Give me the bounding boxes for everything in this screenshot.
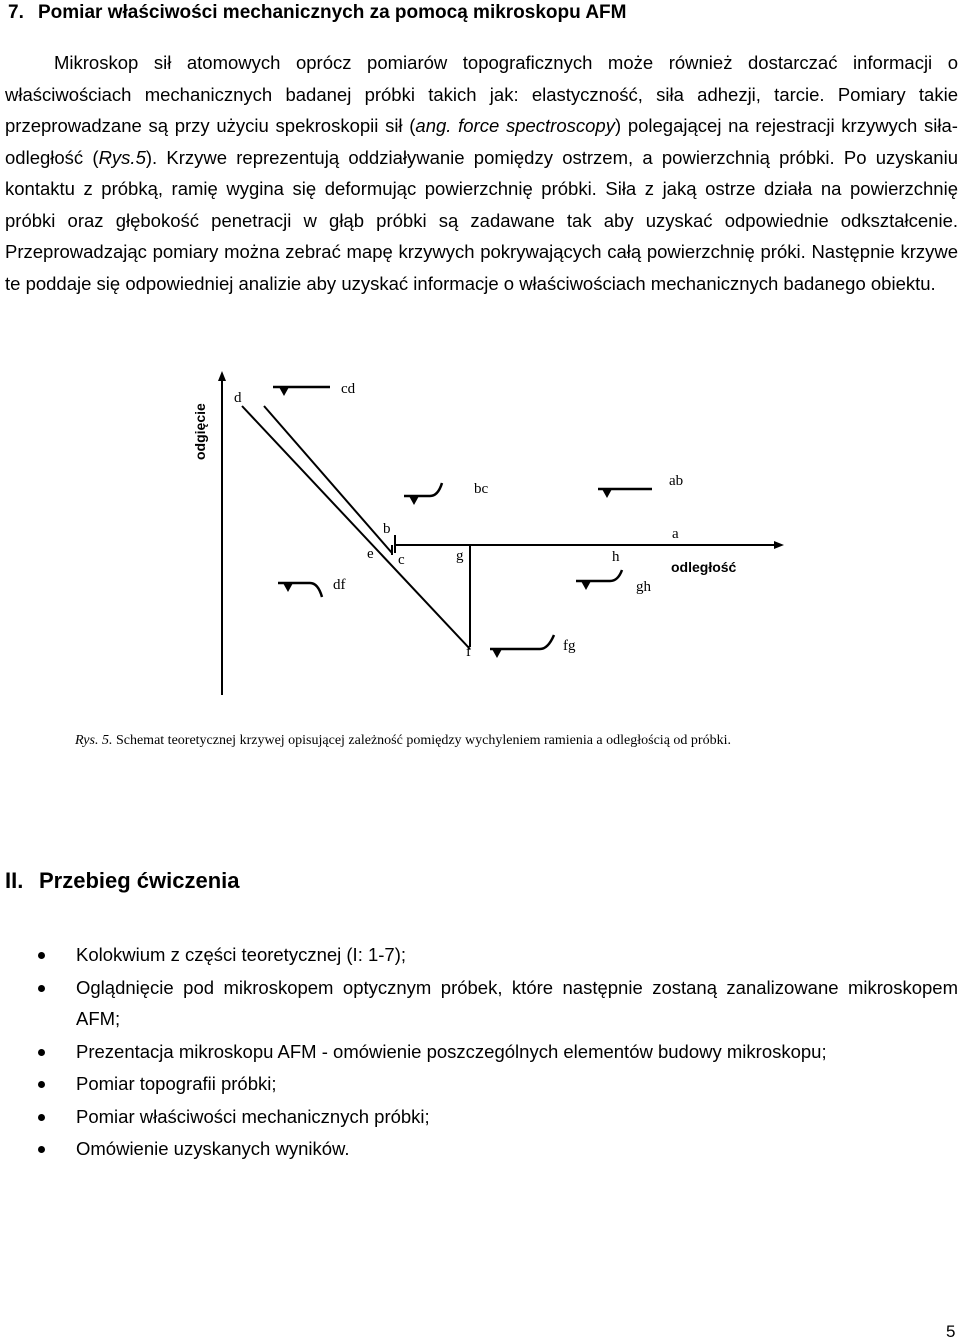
bullet-icon	[38, 952, 45, 959]
list-item	[0, 972, 958, 1035]
figure-reference: Rys.5	[98, 146, 146, 168]
paragraph-term-italic: ang. force spectroscopy	[415, 115, 615, 136]
list-item	[0, 1036, 958, 1068]
segment-label-fg: fg	[563, 638, 576, 654]
list-item-text: Prezentacja mikroskopu AFM - omówienie poszczególnych elementów budowy mikroskopu;	[76, 1040, 827, 1062]
force-distance-diagram	[180, 365, 820, 700]
intro-paragraph	[5, 47, 958, 299]
point-label-h: h	[612, 549, 620, 565]
caption-text: Schemat teoretycznej krzywej opisującej zależność pomiędzy wychyleniem ramienia a odległością od próbki.	[112, 733, 731, 748]
bullet-icon	[38, 1049, 45, 1056]
point-label-e: e	[367, 546, 374, 562]
cantilever-icon-df	[278, 583, 322, 597]
list-item	[0, 1101, 958, 1133]
segment-label-bc: bc	[474, 481, 489, 497]
figure-caption	[75, 733, 731, 749]
chapter-number: II.	[5, 868, 24, 893]
segment-label-ab: ab	[669, 473, 684, 489]
point-label-a: a	[672, 526, 679, 542]
procedure-list	[0, 939, 958, 1166]
bullet-icon	[38, 985, 45, 992]
cantilever-icon-bc	[404, 483, 442, 505]
page-number: 5	[946, 1322, 956, 1341]
y-axis-label: odgięcie	[192, 403, 208, 460]
cantilever-icon-ab	[598, 489, 652, 498]
cantilever-icon-cd	[273, 387, 330, 396]
segment-label-cd: cd	[341, 381, 356, 397]
list-item-text: Pomiar właściwości mechanicznych próbki;	[76, 1105, 430, 1127]
section-title: Pomiar właściwości mechanicznych za pomocą mikroskopu AFM	[38, 2, 627, 23]
curve-approach-line	[242, 406, 470, 649]
cantilever-icon-gh	[576, 570, 622, 590]
point-label-d: d	[234, 390, 242, 406]
point-label-g: g	[456, 548, 464, 564]
paragraph-text-2: ) polegającej na rejestracji krzywych siła-odległość (	[5, 115, 958, 168]
list-item-text: Omówienie uzyskanych wyników.	[76, 1138, 350, 1159]
section-number: 7.	[8, 2, 24, 23]
bullet-icon	[38, 1081, 45, 1088]
section-heading	[8, 0, 626, 26]
caption-prefix: Rys. 5.	[75, 733, 113, 748]
chapter-title: Przebieg ćwiczenia	[39, 868, 240, 893]
point-label-c: c	[398, 552, 405, 568]
paragraph-text-3: ). Krzywe reprezentują oddziaływanie pomiędzy ostrzem, a powierzchnią próbki. Po uzyskaniu kontaktu z próbką, ramię wygina się deformując powierzchnię próbki. Siła z jaką ostrze działa na powierzchnię próbki oraz głębokość penetracji w głąb próbki są zadawane tak aby uzyskać odpowiednie odkształcenie. Przeprowadzając pomiary można zebrać mapę krzywych pokrywających całą powierzchnię próki. Następnie krzywe te poddaje się odpowiedniej analizie aby uzyskać informacje o właściwościach mechanicznych badanego obiektu.	[5, 146, 958, 294]
list-item	[0, 939, 958, 971]
bullet-icon	[38, 1146, 45, 1153]
x-axis-arrow	[774, 541, 784, 549]
point-label-b: b	[383, 521, 391, 537]
force-distance-figure	[180, 365, 820, 700]
list-item	[0, 1068, 958, 1100]
curve-retract-line	[264, 406, 392, 553]
chapter-heading	[5, 866, 240, 896]
list-item-text: Oglądnięcie pod mikroskopem optycznym próbek, które następnie zostaną zanalizowane mikroskopem AFM;	[76, 976, 958, 1029]
x-axis-label: odległość	[671, 559, 737, 575]
list-item-text: Pomiar topografii próbki;	[76, 1073, 277, 1094]
segment-label-df: df	[333, 577, 346, 593]
bullet-icon	[38, 1114, 45, 1121]
segment-label-gh: gh	[636, 579, 651, 595]
paragraph-text-1: Mikroskop sił atomowych oprócz pomiarów topograficznych może również dostarczać informacji o właściwościach mechanicznych badanej próbki takich jak: elastyczność, siła adhezji, tarcie. Pomiary takie przeprowadzane są przy użyciu spekroskopii sił (	[5, 52, 958, 136]
list-item-text: Kolokwium z części teoretycznej (I: 1-7);	[76, 944, 407, 965]
point-label-f: f	[466, 644, 471, 660]
y-axis-arrow	[218, 371, 226, 381]
list-item	[0, 1133, 958, 1165]
cantilever-icon-fg	[490, 635, 554, 658]
